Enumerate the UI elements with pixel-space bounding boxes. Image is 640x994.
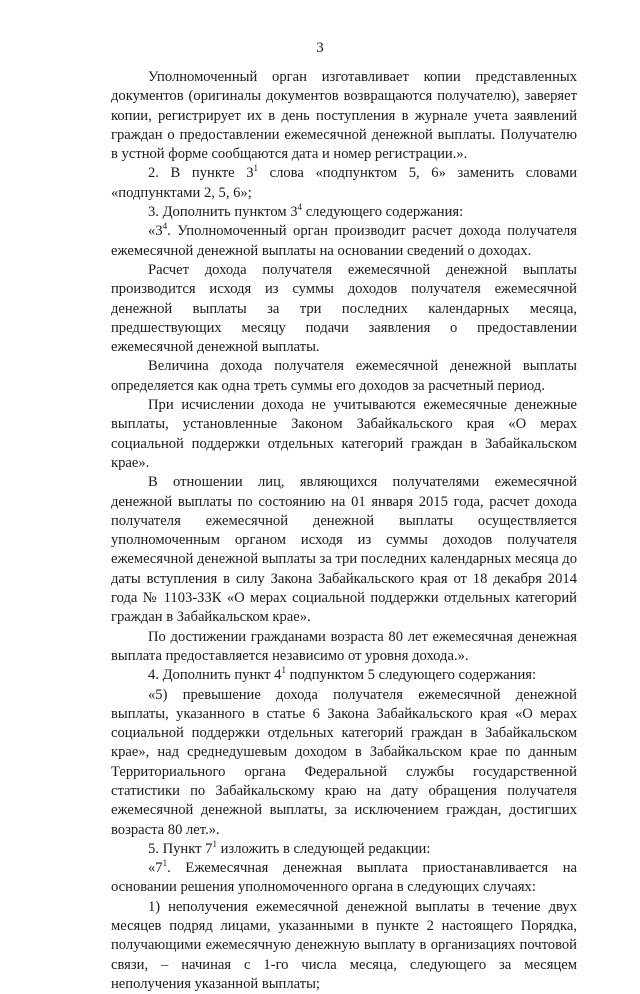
- document-body: [111, 68, 577, 994]
- paragraph-item-4: 4. Дополнить пункт $4^1$ подпунктом 5 следующего содержания:: [148, 665, 537, 684]
- paragraph-item-5: 5. Пункт $7^1$ изложить в следующей редакции:: [148, 838, 431, 857]
- paragraph-clause-7-1: «$7^1$. Ежемесячная денежная выплата приостанавливается на основании решения уполномоченного органа в следующих случаях:: [111, 858, 577, 896]
- paragraph-copies: Уполномоченный орган изготавливает копии представленных документов (оригиналы документов возвращаются получателю), заверяет копии, регистрирует их в день поступления в журнале учета заявлений граждан о предоставлении ежемесячной денежной выплаты. Получателю в устной форме сообщаются дата и номер регистрации.».: [111, 69, 577, 163]
- paragraph-item-2: 2. В пункте $3^1$ слова «подпунктом 5, 6» заменить словами «подпунктами 2, 5, 6»;: [111, 163, 578, 201]
- paragraph-income-calculation: Расчет дохода получателя ежемесячной денежной выплаты производится исходя из суммы доходов получателя ежемесячной денежной выплаты за три последних календарных месяца, предшествующих месяцу подачи заявления о предоставлении ежемесячной денежной выплаты.: [111, 261, 577, 356]
- paragraph-age-80: По достижении гражданами возраста 80 лет ежемесячная денежная выплата предоставляется независимо от уровня дохода.».: [111, 628, 577, 664]
- paragraph-income-amount: Величина дохода получателя ежемесячной денежной выплаты определяется как одна треть суммы его доходов за расчетный период.: [111, 358, 577, 394]
- paragraph-subclause-1: 1) неполучения ежемесячной денежной выплаты в течение двух месяцев подряд лицами, указанными в пункте 2 настоящего Порядка, получающими ежемесячную денежную выплату в организациях почтовой связи, – начиная с 1-го числа месяца, следующего за месяцем неполучения указанной выплаты;: [111, 898, 577, 992]
- paragraph-existing-recipients: В отношении лиц, являющихся получателями ежемесячной денежной выплаты по состоянию на 01 января 2015 года, расчет дохода получателя ежемесячной денежной выплаты осуществляется уполномоченным органом исходя из суммы доходов получателя ежемесячной денежной выплаты за три последних календарных месяца до даты вступления в силу Закона Забайкальского края от 18 декабря 2014 года № 1103-ЗЗК «О мерах социальной поддержки отдельных категорий граждан в Забайкальском крае».: [111, 474, 578, 626]
- paragraph-clause-3-4: «$3^4$. Уполномоченный орган производит расчет дохода получателя ежемесячной денежной выплаты на основании сведений о доходах.: [111, 221, 577, 259]
- paragraph-exclusions: При исчислении дохода не учитываются ежемесячные денежные выплаты, установленные Законом Забайкальского края «О мерах социальной поддержки отдельных категорий граждан в Забайкальском крае».: [111, 397, 577, 471]
- paragraph-subclause-5: «5) превышение дохода получателя ежемесячной денежной выплаты, указанного в статье 6 Закона Забайкальского края «О мерах социальной поддержки отдельных категорий граждан в Забайкальском крае», над среднедушевым доходом в Забайкальском крае по данным Территориального органа Федеральной службы государственной статистики по Забайкальскому краю на дату обращения получателя ежемесячной денежной выплаты, за исключением граждан, достигших возраста 80 лет.».: [111, 686, 577, 838]
- paragraph-item-3: 3. Дополнить пунктом $3^4$ следующего содержания:: [148, 202, 464, 221]
- page-number: 3: [316, 40, 324, 56]
